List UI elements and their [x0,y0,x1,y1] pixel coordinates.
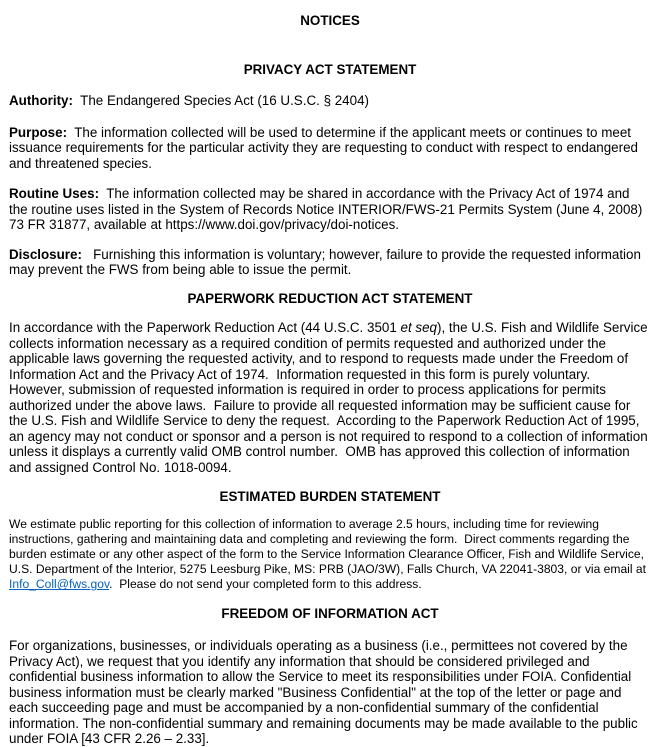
estimated-burden-heading: ESTIMATED BURDEN STATEMENT [219,489,441,504]
authority-paragraph [9,93,651,109]
purpose-paragraph [9,125,651,172]
paperwork-text-after-italic: ), the U.S. Fish and Wildlife Service collects information necessary as a required condition of permits requested and authorized under the applicable laws governing the requested activity, and to respond to requests made under the Freedom of Information Act and the Privacy Act of 1974. Information requested in this form is purely voluntary. However, submission of requested information is required in order to process applications for permits authorized under the above laws. Failure to provide all requested information may be sufficient cause for the U.S. Fish and Wildlife Service to deny the request. According to the Paperwork Reduction Act of 1995, an agency may not conduct or sponsor and a person is not required to respond to a collection of information unless it displays a currently valid OMB control number. OMB has approved this collection of information and assigned Control No. 1018-0094. [9,320,652,475]
routine-uses-label: Routine Uses: [9,186,100,201]
burden-text-before-link: We estimate public reporting for this collection of information to average 2.5 hours, including time for reviewing instructions, gathering and maintaining data and completing and reviewing the form. Direct comments regarding the burden estimate or any other aspect of the form to the Service Information Clearance Officer, Fish and Wildlife Service, U.S. Department of the Interior, 5275 Leesburg Pike, MS: PRB (JAO/3W), Falls Church, VA 22041-3803, or via email at [9,516,650,577]
disclosure-label: Disclosure: [9,246,82,262]
estimated-burden-paragraph [9,517,651,593]
paperwork-text-before-italic: In accordance with the Paperwork Reduction Act (44 U.S.C. 3501 [9,320,401,335]
disclosure-text: Furnishing this information is voluntary; however, failure to provide the requested information may prevent the FWS from being able to issue the permit. [9,246,645,277]
routine-uses-text: The information collected may be shared in accordance with the Privacy Act of 1974 and the routine uses listed in the System of Records Notice INTERIOR/FWS-21 Permits System (June 4, 2008) 73 FR 31877, available at https://www.doi.gov/privacy/doi-notices. [9,186,647,232]
foia-heading: FREEDOM OF INFORMATION ACT [221,605,439,621]
purpose-label: Purpose: [9,124,68,140]
paperwork-reduction-paragraph [9,320,651,475]
email-link[interactable]: Info_Coll@fws.gov [9,577,110,592]
purpose-text: The information collected will be used to determine if the applicant meets or continues to meet issuance requirements for the particular activity they are requesting to conduct with respect to endangered and threatened species. [9,124,642,171]
paperwork-reduction-heading: PAPERWORK REDUCTION ACT STATEMENT [187,290,473,306]
paperwork-italic-text: et seq [400,320,437,335]
disclosure-paragraph [9,247,651,278]
foia-paragraph: For organizations, businesses, or individuals operating as a business (i.e., permittees not covered by the Privacy Act), we request that you identify any information that should be considered privileged and confidential business information to allow the Service to meet its responsibilities under FOIA. Confidential business information must be clearly marked "Business Confidential" at the top of the letter or page and each succeeding page and must be accompanied by a non-confidential summary of the confidential information. The non-confidential summary and remaining documents may be made available to the public under FOIA [43 CFR 2.26 – 2.33]. [9,638,642,747]
authority-text: The Endangered Species Act (16 U.S.C. § 2404) [72,93,369,108]
page-title: NOTICES [300,13,360,28]
privacy-act-heading: PRIVACY ACT STATEMENT [243,61,417,77]
burden-text-after-link: . Please do not send your completed form to this address. [109,577,422,592]
authority-label: Authority: [9,93,73,108]
routine-uses-paragraph [9,186,651,233]
